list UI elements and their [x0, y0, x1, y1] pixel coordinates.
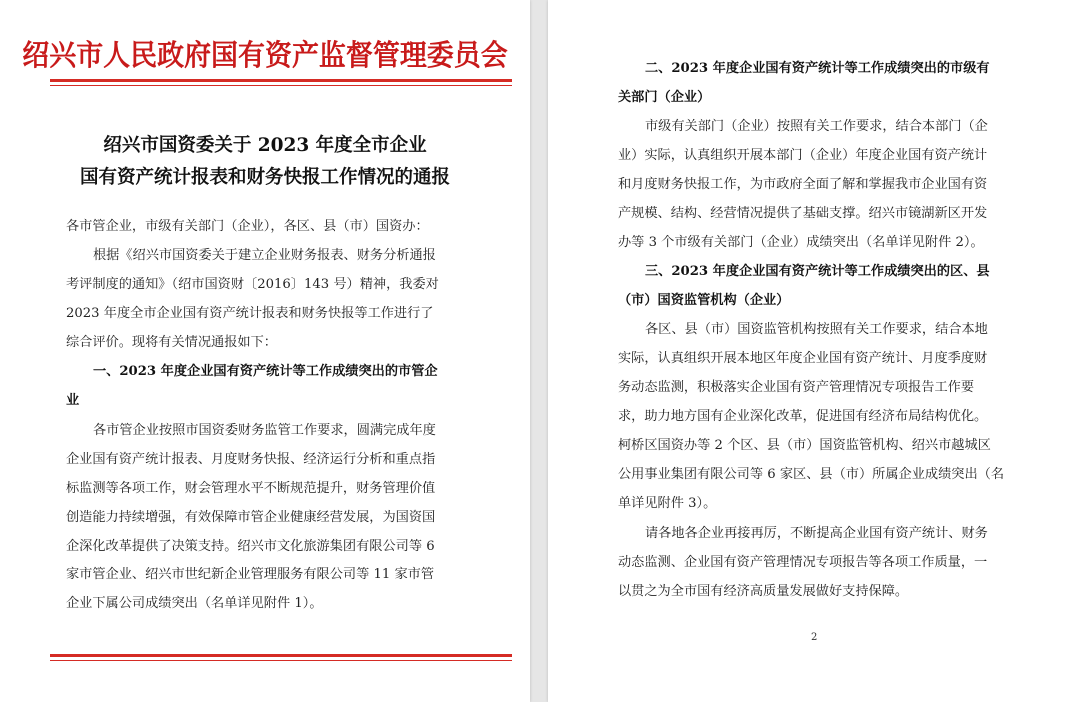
body-line: 创造能力持续增强，有效保障市管企业健康经营发展，为国资国 — [66, 510, 436, 525]
letterhead-rule-thin — [50, 85, 512, 86]
document-title-line-1: 绍兴市国资委关于 2023 年度全市企业 — [103, 135, 427, 156]
document-title-line-2: 国有资产统计报表和财务快报工作情况的通报 — [79, 167, 450, 188]
footer-rule-thin — [50, 660, 512, 661]
body-line: 各市管企业，市级有关部门（企业），各区、县（市）国资办： — [66, 219, 429, 234]
body-line: 家市管企业、绍兴市世纪新企业管理服务有限公司等 11 家市管 — [66, 567, 435, 582]
body-line: 产规模、结构、经营情况提供了基础支撑。绍兴市镜湖新区开发 — [618, 206, 988, 221]
body-line: 标监测等各项工作，财会管理水平不断规范提升，财务管理价值 — [66, 481, 436, 496]
body-line: 各市管企业按照市国资委财务监管工作要求，圆满完成年度 — [93, 423, 436, 438]
body-line: 市级有关部门（企业）按照有关工作要求，结合本部门（企 — [645, 119, 988, 134]
body-line: 请各地各企业再接再厉，不断提高企业国有资产统计、财务 — [645, 526, 988, 541]
body-line: 根据《绍兴市国资委关于建立企业财务报表、财务分析通报 — [93, 248, 436, 263]
page-number: 2 — [811, 632, 818, 643]
body-line: 实际，认真组织开展本地区年度企业国有资产统计、月度季度财 — [618, 351, 988, 366]
section-heading: 二、2023 年度企业国有资产统计等工作成绩突出的市级有 — [645, 61, 990, 76]
body-line: 综合评价。现将有关情况通报如下： — [66, 335, 277, 350]
section-heading: 三、2023 年度企业国有资产统计等工作成绩突出的区、县 — [645, 264, 990, 279]
body-line: 务动态监测，积极落实企业国有资产管理情况专项报告工作要 — [618, 380, 975, 395]
body-line: 单详见附件 3）。 — [618, 496, 717, 511]
section-heading: （市）国资监管机构（企业） — [618, 293, 790, 308]
body-line: 办等 3 个市级有关部门（企业）成绩突出（名单详见附件 2）。 — [618, 235, 984, 250]
section-heading: 一、2023 年度企业国有资产统计等工作成绩突出的市管企 — [93, 364, 438, 379]
body-line: 各区、县（市）国资监管机构按照有关工作要求，结合本地 — [645, 322, 988, 337]
section-heading: 业 — [66, 393, 80, 408]
section-heading: 关部门（企业） — [618, 90, 711, 105]
body-line: 企深化改革提供了决策支持。绍兴市文化旅游集团有限公司等 6 — [66, 539, 435, 554]
letterhead-rule-thick — [50, 79, 512, 82]
document-page-1 — [0, 0, 530, 702]
body-line: 以贯之为全市国有经济高质量发展做好支持保障。 — [618, 584, 909, 599]
document-page-2 — [548, 0, 1080, 702]
body-line: 2023 年度全市企业国有资产统计报表和财务快报等工作进行了 — [66, 306, 434, 321]
body-line: 考评制度的通知》（绍市国资财〔2016〕143 号）精神，我委对 — [66, 277, 439, 292]
body-line: 动态监测、企业国有资产管理情况专项报告等各项工作质量，一 — [618, 555, 988, 570]
body-line: 和月度财务快报工作，为市政府全面了解和掌握我市企业国有资 — [618, 177, 988, 192]
body-line: 柯桥区国资办等 2 个区、县（市）国资监管机构、绍兴市越城区 — [618, 438, 991, 453]
letterhead-title: 绍兴市人民政府国有资产监督管理委员会 — [22, 38, 508, 72]
body-line: 业）实际，认真组织开展本部门（企业）年度企业国有资产统计 — [618, 148, 988, 163]
body-line: 求，助力地方国有企业深化改革，促进国有经济布局结构优化。 — [618, 409, 988, 424]
body-line: 企业国有资产统计报表、月度财务快报、经济运行分析和重点指 — [66, 452, 436, 467]
footer-rule-thick — [50, 654, 512, 657]
body-line: 公用事业集团有限公司等 6 家区、县（市）所属企业成绩突出（名 — [618, 467, 1005, 482]
body-line: 企业下属公司成绩突出（名单详见附件 1）。 — [66, 596, 323, 611]
